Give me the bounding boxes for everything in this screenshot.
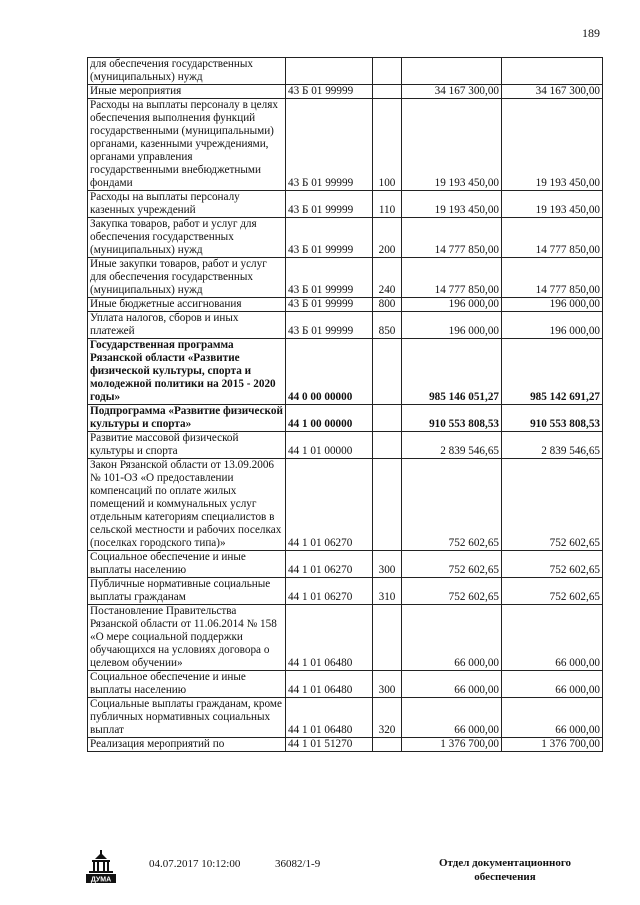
- row-amount-year2-cell: 752 602,65: [502, 578, 603, 605]
- row-amount-year1-cell: 19 193 450,00: [402, 191, 502, 218]
- row-type-cell: 300: [373, 671, 402, 698]
- row-name-cell: Расходы на выплаты персоналу в целях обеспечения выполнения функций государственными (муниципальными) органами, казенными учреждениями, органами управления государственными внебюджетными фондами: [88, 99, 286, 191]
- row-code-cell: 44 1 01 06480: [286, 605, 373, 671]
- row-amount-year2-cell: 66 000,00: [502, 605, 603, 671]
- row-name-cell: Подпрограмма «Развитие физической культуры и спорта»: [88, 405, 286, 432]
- table-row: [88, 551, 603, 578]
- table-row: [88, 339, 603, 405]
- row-code-cell: 44 1 01 06270: [286, 551, 373, 578]
- row-amount-year1-cell: 985 146 051,27: [402, 339, 502, 405]
- table-row: [88, 191, 603, 218]
- row-type-cell: 100: [373, 99, 402, 191]
- row-amount-year1-cell: 752 602,65: [402, 578, 502, 605]
- row-name-cell: Закон Рязанской области от 13.09.2006 № 101-ОЗ «О предоставлении компенсаций по оплате жилых помещений и коммунальных услуг отдельным категориям специалистов в сельской местности и рабочих поселках (поселках городского типа)»: [88, 459, 286, 551]
- table-row: [88, 258, 603, 298]
- row-code-cell: 44 1 00 00000: [286, 405, 373, 432]
- row-code-cell: 44 1 01 00000: [286, 432, 373, 459]
- row-type-cell: 310: [373, 578, 402, 605]
- row-amount-year1-cell: 14 777 850,00: [402, 258, 502, 298]
- row-type-cell: [373, 432, 402, 459]
- footer-doc-number: 36082/1-9: [275, 858, 321, 870]
- row-amount-year1-cell: 2 839 546,65: [402, 432, 502, 459]
- row-type-cell: [373, 85, 402, 99]
- row-amount-year2-cell: 196 000,00: [502, 298, 603, 312]
- row-type-cell: 850: [373, 312, 402, 339]
- row-amount-year1-cell: 196 000,00: [402, 298, 502, 312]
- row-code-cell: 43 Б 01 99999: [286, 218, 373, 258]
- row-code-cell: 44 1 01 06270: [286, 578, 373, 605]
- table-row: [88, 218, 603, 258]
- row-amount-year2-cell: 752 602,65: [502, 459, 603, 551]
- table-row: [88, 405, 603, 432]
- row-amount-year2-cell: 910 553 808,53: [502, 405, 603, 432]
- row-name-cell: Социальное обеспечение и иные выплаты населению: [88, 671, 286, 698]
- row-amount-year1-cell: 752 602,65: [402, 459, 502, 551]
- table-row: [88, 698, 603, 738]
- page-footer: [85, 850, 605, 890]
- row-type-cell: 110: [373, 191, 402, 218]
- row-type-cell: [373, 58, 402, 85]
- row-code-cell: 43 Б 01 99999: [286, 191, 373, 218]
- row-name-cell: Социальные выплаты гражданам, кроме публичных нормативных социальных выплат: [88, 698, 286, 738]
- table-row: [88, 578, 603, 605]
- row-type-cell: 800: [373, 298, 402, 312]
- row-amount-year1-cell: 14 777 850,00: [402, 218, 502, 258]
- row-name-cell: Социальное обеспечение и иные выплаты населению: [88, 551, 286, 578]
- row-code-cell: 44 1 01 06480: [286, 671, 373, 698]
- row-name-cell: Уплата налогов, сборов и иных платежей: [88, 312, 286, 339]
- row-code-cell: 44 0 00 00000: [286, 339, 373, 405]
- row-amount-year1-cell: 196 000,00: [402, 312, 502, 339]
- row-name-cell: Публичные нормативные социальные выплаты гражданам: [88, 578, 286, 605]
- row-amount-year2-cell: 34 167 300,00: [502, 85, 603, 99]
- row-type-cell: [373, 738, 402, 752]
- row-type-cell: 200: [373, 218, 402, 258]
- page-number: 189: [582, 26, 600, 40]
- row-amount-year2-cell: 66 000,00: [502, 698, 603, 738]
- footer-department-line1: Отдел документационного: [438, 857, 572, 869]
- footer-department: [405, 856, 605, 884]
- row-name-cell: Развитие массовой физической культуры и спорта: [88, 432, 286, 459]
- table-row: [88, 85, 603, 99]
- row-code-cell: 43 Б 01 99999: [286, 298, 373, 312]
- table-row: [88, 432, 603, 459]
- row-code-cell: 43 Б 01 99999: [286, 258, 373, 298]
- row-amount-year2-cell: 14 777 850,00: [502, 258, 603, 298]
- row-name-cell: Иные мероприятия: [88, 85, 286, 99]
- table-row: [88, 58, 603, 85]
- duma-logo-icon: [85, 850, 117, 884]
- row-name-cell: Расходы на выплаты персоналу казенных учреждений: [88, 191, 286, 218]
- row-name-cell: для обеспечения государственных (муниципальных) нужд: [88, 58, 286, 85]
- row-amount-year2-cell: 66 000,00: [502, 671, 603, 698]
- row-name-cell: Закупка товаров, работ и услуг для обеспечения государственных (муниципальных) нужд: [88, 218, 286, 258]
- row-name-cell: Иные бюджетные ассигнования: [88, 298, 286, 312]
- budget-table: [87, 57, 603, 752]
- row-amount-year1-cell: 1 376 700,00: [402, 738, 502, 752]
- row-amount-year1-cell: 66 000,00: [402, 671, 502, 698]
- row-amount-year2-cell: [502, 58, 603, 85]
- footer-department-line2: обеспечения: [474, 871, 536, 883]
- row-type-cell: 320: [373, 698, 402, 738]
- row-amount-year1-cell: 66 000,00: [402, 698, 502, 738]
- budget-table-body: [88, 58, 603, 752]
- row-amount-year2-cell: 196 000,00: [502, 312, 603, 339]
- row-type-cell: [373, 605, 402, 671]
- row-amount-year2-cell: 752 602,65: [502, 551, 603, 578]
- table-row: [88, 605, 603, 671]
- row-type-cell: 300: [373, 551, 402, 578]
- table-row: [88, 99, 603, 191]
- row-name-cell: Иные закупки товаров, работ и услуг для обеспечения государственных (муниципальных) нужд: [88, 258, 286, 298]
- row-amount-year1-cell: 66 000,00: [402, 605, 502, 671]
- row-amount-year2-cell: 1 376 700,00: [502, 738, 603, 752]
- row-name-cell: Государственная программа Рязанской области «Развитие физической культуры, спорта и молодежной политики на 2015 - 2020 годы»: [88, 339, 286, 405]
- row-type-cell: [373, 405, 402, 432]
- row-amount-year1-cell: 752 602,65: [402, 551, 502, 578]
- row-code-cell: 44 1 01 51270: [286, 738, 373, 752]
- row-code-cell: 43 Б 01 99999: [286, 312, 373, 339]
- row-amount-year1-cell: 34 167 300,00: [402, 85, 502, 99]
- row-amount-year2-cell: 14 777 850,00: [502, 218, 603, 258]
- row-type-cell: [373, 339, 402, 405]
- row-code-cell: [286, 58, 373, 85]
- footer-datetime: 04.07.2017 10:12:00: [149, 858, 241, 870]
- row-type-cell: [373, 459, 402, 551]
- row-code-cell: 43 Б 01 99999: [286, 99, 373, 191]
- row-name-cell: Реализация мероприятий по: [88, 738, 286, 752]
- row-amount-year1-cell: 910 553 808,53: [402, 405, 502, 432]
- row-amount-year1-cell: 19 193 450,00: [402, 99, 502, 191]
- table-row: [88, 738, 603, 752]
- row-amount-year2-cell: 19 193 450,00: [502, 99, 603, 191]
- row-code-cell: 44 1 01 06480: [286, 698, 373, 738]
- row-name-cell: Постановление Правительства Рязанской области от 11.06.2014 № 158 «О мере социальной поддержки обучающихся на условиях договора о целевом обучении»: [88, 605, 286, 671]
- table-row: [88, 298, 603, 312]
- row-amount-year1-cell: [402, 58, 502, 85]
- row-amount-year2-cell: 985 142 691,27: [502, 339, 603, 405]
- row-amount-year2-cell: 2 839 546,65: [502, 432, 603, 459]
- row-amount-year2-cell: 19 193 450,00: [502, 191, 603, 218]
- row-type-cell: 240: [373, 258, 402, 298]
- table-row: [88, 312, 603, 339]
- table-row: [88, 459, 603, 551]
- logo-text: ДУМА: [90, 876, 112, 884]
- row-code-cell: 43 Б 01 99999: [286, 85, 373, 99]
- table-row: [88, 671, 603, 698]
- row-code-cell: 44 1 01 06270: [286, 459, 373, 551]
